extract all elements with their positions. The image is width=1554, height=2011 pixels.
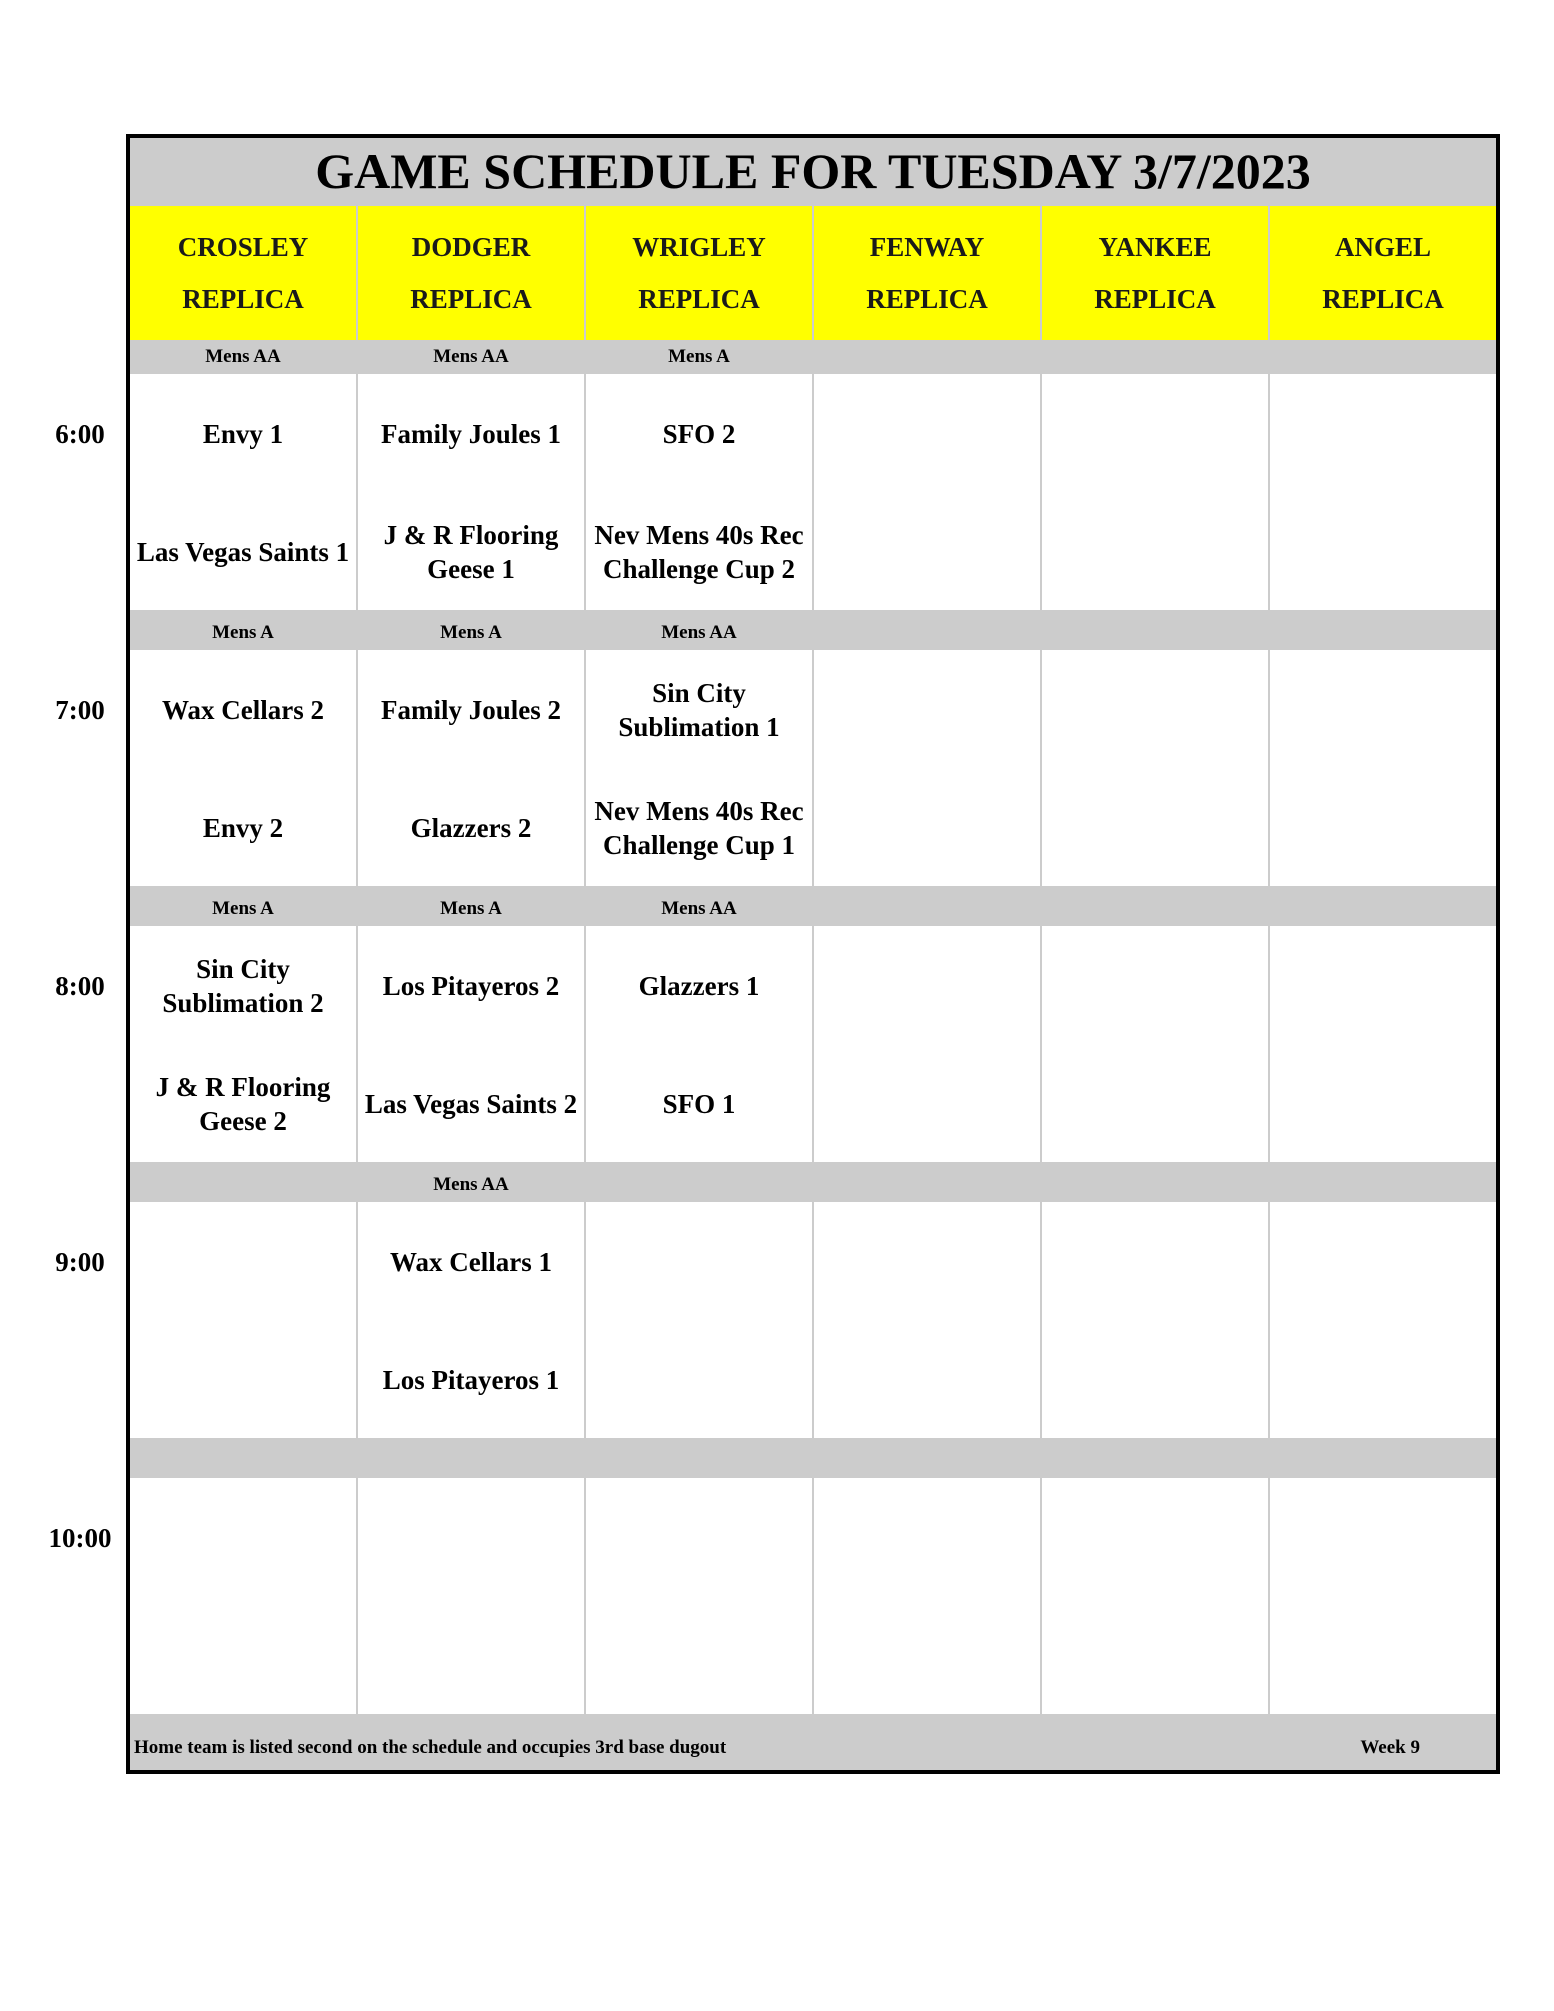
game-cell xyxy=(586,650,812,886)
away-team xyxy=(1042,650,1268,770)
away-team xyxy=(814,1478,1040,1598)
division-label: Mens A xyxy=(586,342,812,372)
division-label xyxy=(814,1170,1040,1200)
field-name: WRIGLEY xyxy=(632,232,766,262)
field-name: FENWAY xyxy=(869,232,985,262)
game-cell xyxy=(130,926,356,1162)
division-label xyxy=(1270,342,1496,372)
game-cell xyxy=(586,926,812,1162)
division-label: Mens AA xyxy=(586,618,812,648)
home-team xyxy=(814,1598,1040,1714)
division-label xyxy=(1270,894,1496,924)
home-team xyxy=(814,770,1040,886)
home-team: Las Vegas Saints 1 xyxy=(136,537,350,567)
away-team xyxy=(358,1478,584,1598)
home-team xyxy=(358,1598,584,1714)
home-team xyxy=(586,1598,812,1714)
field-subtitle: REPLICA xyxy=(410,284,532,314)
away-team xyxy=(1270,650,1496,770)
away-team xyxy=(586,1478,812,1598)
field-header-crosley xyxy=(130,206,356,340)
game-cell xyxy=(358,374,584,610)
division-label: Mens A xyxy=(358,618,584,648)
division-label xyxy=(1270,1170,1496,1200)
field-subtitle: REPLICA xyxy=(182,284,304,314)
division-label: Mens AA xyxy=(130,342,356,372)
home-team xyxy=(814,1322,1040,1438)
game-cell xyxy=(130,374,356,610)
game-cell xyxy=(1042,650,1268,886)
time-label: 8:00 xyxy=(55,971,105,1001)
away-team: Family Joules 1 xyxy=(381,419,561,449)
home-team xyxy=(130,1322,356,1438)
field-name: DODGER xyxy=(411,232,531,262)
division-label xyxy=(1042,618,1268,648)
field-name: YANKEE xyxy=(1098,232,1212,262)
time-label: 9:00 xyxy=(55,1247,105,1277)
division-label: Mens AA xyxy=(358,342,584,372)
division-label xyxy=(1042,342,1268,372)
field-subtitle: REPLICA xyxy=(866,284,988,314)
home-team xyxy=(1042,1046,1268,1162)
home-team xyxy=(1042,1322,1268,1438)
division-label: Mens AA xyxy=(358,1170,584,1200)
home-team: SFO 1 xyxy=(662,1089,736,1119)
away-team xyxy=(130,1478,356,1598)
division-label xyxy=(1042,1170,1268,1200)
game-cell xyxy=(586,1202,812,1438)
field-name: ANGEL xyxy=(1334,232,1432,262)
away-team xyxy=(1042,926,1268,1046)
division-label xyxy=(814,342,1040,372)
week-label: Week 9 xyxy=(1360,1737,1420,1758)
division-label xyxy=(586,1446,812,1476)
home-team: J & R Flooring Geese 2 xyxy=(155,1072,331,1136)
home-team xyxy=(1270,1046,1496,1162)
field-header-fenway xyxy=(814,206,1040,340)
schedule-table xyxy=(126,134,1500,1774)
home-team xyxy=(1270,1598,1496,1714)
home-team: Nev Mens 40s Rec Challenge Cup 1 xyxy=(594,796,804,860)
game-cell xyxy=(1270,926,1496,1162)
field-name: CROSLEY xyxy=(177,232,309,262)
game-cell xyxy=(1042,1202,1268,1438)
division-label: Mens A xyxy=(358,894,584,924)
away-team: Family Joules 2 xyxy=(381,695,561,725)
home-team: Glazzers 2 xyxy=(410,813,532,843)
home-team: Nev Mens 40s Rec Challenge Cup 2 xyxy=(594,520,804,584)
away-team: Glazzers 1 xyxy=(638,971,760,1001)
game-cell xyxy=(358,926,584,1162)
schedule-title: GAME SCHEDULE FOR TUESDAY 3/7/2023 xyxy=(130,138,1496,204)
field-subtitle: REPLICA xyxy=(1094,284,1216,314)
home-team xyxy=(1042,770,1268,886)
division-label xyxy=(130,1170,356,1200)
home-team xyxy=(130,1598,356,1714)
away-team: Envy 1 xyxy=(202,419,284,449)
game-cell xyxy=(358,650,584,886)
division-label xyxy=(130,1446,356,1476)
away-team xyxy=(1270,374,1496,494)
time-label: 7:00 xyxy=(55,695,105,725)
division-label xyxy=(358,1446,584,1476)
home-team xyxy=(1270,770,1496,886)
away-team xyxy=(814,1202,1040,1322)
away-team: Sin City Sublimation 2 xyxy=(162,954,324,1018)
division-label xyxy=(1042,1446,1268,1476)
away-team xyxy=(1270,1478,1496,1598)
away-team: SFO 2 xyxy=(662,419,736,449)
home-team: Las Vegas Saints 2 xyxy=(364,1089,578,1119)
time-label: 10:00 xyxy=(48,1523,112,1553)
game-cell xyxy=(1270,374,1496,610)
home-team: Los Pitayeros 1 xyxy=(382,1365,560,1395)
away-team xyxy=(814,926,1040,1046)
field-header-wrigley xyxy=(586,206,812,340)
home-team xyxy=(1042,1598,1268,1714)
away-team: Sin City Sublimation 1 xyxy=(618,678,780,742)
away-team xyxy=(586,1202,812,1322)
home-team xyxy=(1270,1322,1496,1438)
away-team xyxy=(814,650,1040,770)
game-cell xyxy=(1042,1478,1268,1714)
away-team: Wax Cellars 2 xyxy=(162,695,324,725)
division-label: Mens A xyxy=(130,618,356,648)
field-header-dodger xyxy=(358,206,584,340)
division-label xyxy=(1270,1446,1496,1476)
game-cell xyxy=(814,374,1040,610)
game-cell xyxy=(130,1478,356,1714)
game-cell xyxy=(130,650,356,886)
game-cell xyxy=(814,1478,1040,1714)
division-label xyxy=(814,894,1040,924)
division-label: Mens A xyxy=(130,894,356,924)
away-team xyxy=(1270,1202,1496,1322)
footer-bar xyxy=(130,1726,1496,1770)
division-label: Mens AA xyxy=(586,894,812,924)
away-team xyxy=(130,1202,356,1322)
game-cell xyxy=(130,1202,356,1438)
time-label: 6:00 xyxy=(55,419,105,449)
game-cell xyxy=(358,1202,584,1438)
division-label xyxy=(814,1446,1040,1476)
field-subtitle: REPLICA xyxy=(1322,284,1444,314)
game-cell xyxy=(586,374,812,610)
division-label xyxy=(1270,618,1496,648)
game-cell xyxy=(1042,374,1268,610)
field-subtitle: REPLICA xyxy=(638,284,760,314)
home-team: J & R Flooring Geese 1 xyxy=(383,520,559,584)
away-team: Wax Cellars 1 xyxy=(390,1247,552,1277)
away-team xyxy=(1042,1202,1268,1322)
division-label xyxy=(586,1170,812,1200)
away-team xyxy=(1042,1478,1268,1598)
game-cell xyxy=(814,926,1040,1162)
game-cell xyxy=(1042,926,1268,1162)
home-team-note: Home team is listed second on the schedule and occupies 3rd base dugout xyxy=(134,1737,727,1758)
field-header-angel xyxy=(1270,206,1496,340)
division-label xyxy=(814,618,1040,648)
game-cell xyxy=(586,1478,812,1714)
away-team xyxy=(814,374,1040,494)
game-cell xyxy=(358,1478,584,1714)
home-team xyxy=(586,1322,812,1438)
game-cell xyxy=(814,1202,1040,1438)
away-team xyxy=(1270,926,1496,1046)
home-team xyxy=(1270,494,1496,610)
field-header-yankee xyxy=(1042,206,1268,340)
game-cell xyxy=(814,650,1040,886)
home-team xyxy=(1042,494,1268,610)
home-team: Envy 2 xyxy=(202,813,284,843)
home-team xyxy=(814,494,1040,610)
away-team xyxy=(1042,374,1268,494)
game-cell xyxy=(1270,1202,1496,1438)
game-cell xyxy=(1270,650,1496,886)
game-cell xyxy=(1270,1478,1496,1714)
division-label xyxy=(1042,894,1268,924)
away-team: Los Pitayeros 2 xyxy=(382,971,560,1001)
home-team xyxy=(814,1046,1040,1162)
